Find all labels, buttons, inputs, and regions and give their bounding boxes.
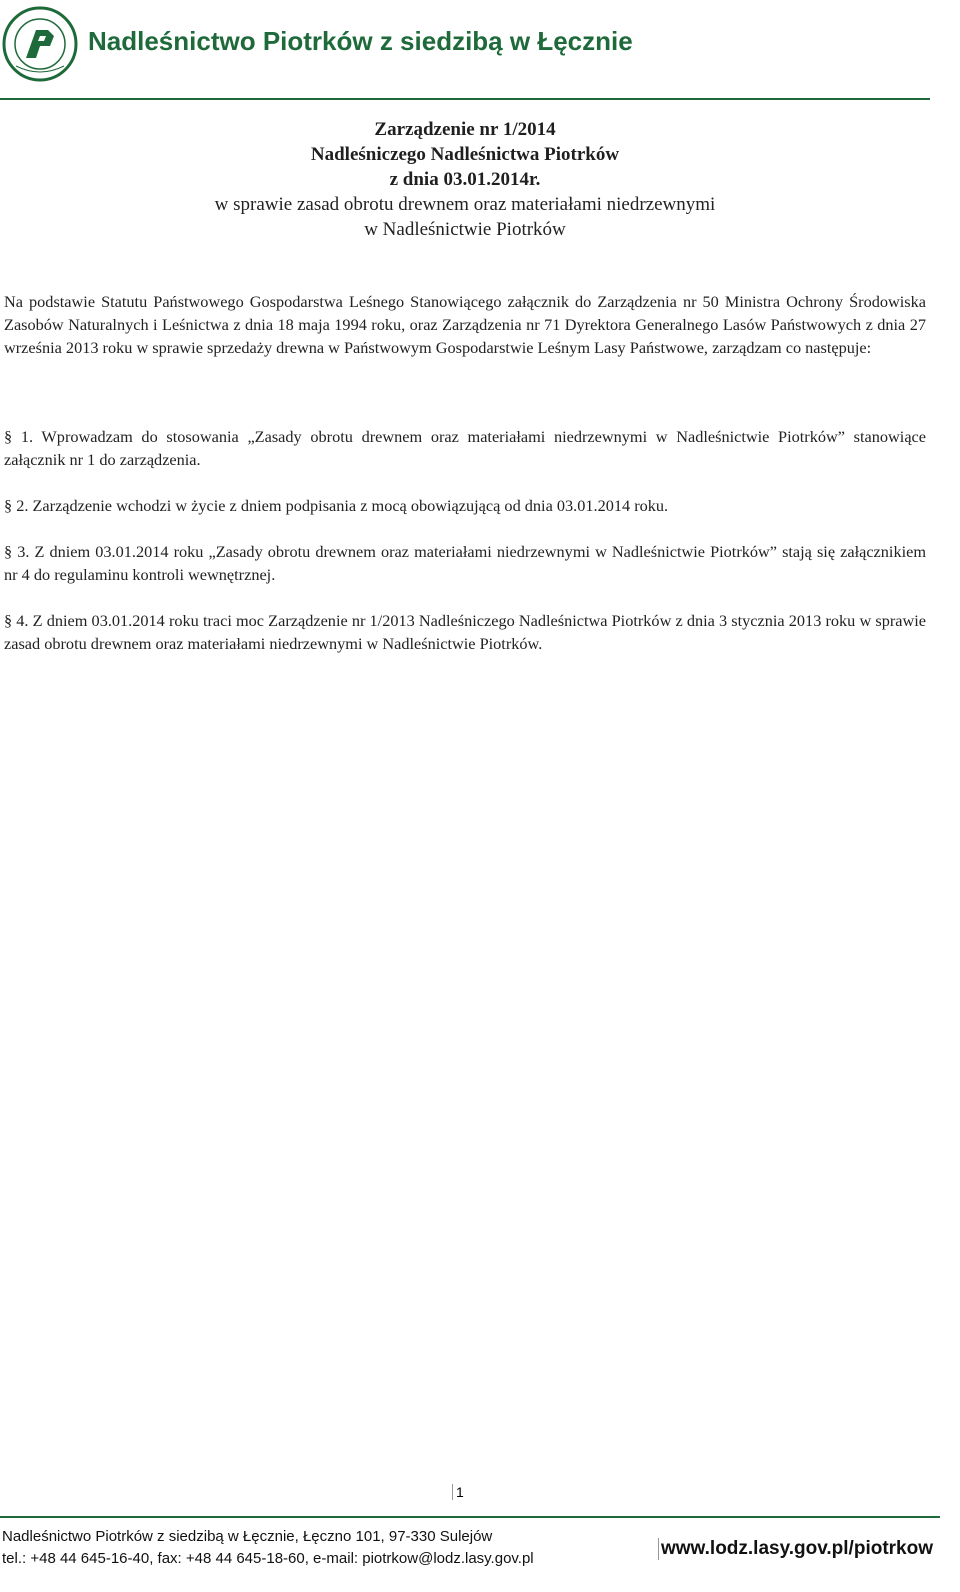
document-issuer: Nadleśniczego Nadleśnictwa Piotrków <box>310 144 620 165</box>
document-title: Zarządzenie nr 1/2014 <box>374 119 556 140</box>
footer-contact <box>2 1526 534 1570</box>
footer-address: Nadleśnictwo Piotrków z siedzibą w Łęcznie, Łęczno 101, 97-330 Sulejów <box>2 1528 493 1545</box>
document-subject-line1: w sprawie zasad obrotu drewnem oraz materiałami niedrzewnymi <box>214 194 716 215</box>
document-date: z dnia 03.01.2014r. <box>389 169 541 190</box>
document-title-block <box>0 117 930 242</box>
page-header <box>0 0 960 100</box>
lasy-panstwowe-logo <box>2 6 78 82</box>
paragraph-3: § 3. Z dniem 03.01.2014 roku „Zasady obrotu drewnem oraz materiałami niedrzewnymi w Nadleśnictwie Piotrków” stają się załącznikiem nr 4 do regulaminu kontroli wewnętrznej. <box>4 542 926 584</box>
footer-website-link[interactable]: www.lodz.lasy.gov.pl/piotrkow <box>658 1538 933 1560</box>
document-subject-line2: w Nadleśnictwie Piotrków <box>364 219 566 240</box>
footer-phone-email: tel.: +48 44 645-16-40, fax: +48 44 645-18-60, e-mail: piotrkow@lodz.lasy.gov.pl <box>2 1550 534 1567</box>
header-title: Nadleśnictwo Piotrków z siedzibą w Łęcznie <box>88 26 633 56</box>
paragraph-1: § 1. Wprowadzam do stosowania „Zasady obrotu drewnem oraz materiałami niedrzewnymi w Nadleśnictwie Piotrków” stanowiące załącznik nr 1 do zarządzenia. <box>4 427 926 469</box>
page-number: 1 <box>452 1484 464 1500</box>
footer-divider <box>0 1516 940 1518</box>
paragraph-2: § 2. Zarządzenie wchodzi w życie z dniem podpisania z mocą obowiązującą od dnia 03.01.2014 roku. <box>4 496 669 515</box>
header-divider <box>0 98 930 100</box>
intro-paragraph: Na podstawie Statutu Państwowego Gospodarstwa Leśnego Stanowiącego załącznik do Zarządzenia nr 50 Ministra Ochrony Środowiska Zasobów Naturalnych i Leśnictwa z dnia 18 maja 1994 roku, oraz Zarządzenia nr 71 Dyrektora Generalnego Lasów Państwowych z dnia 27 września 2013 roku w sprawie sprzedaży drewna w Państwowym Gospodarstwie Leśnym Lasy Państwowe, zarządzam co następuje: <box>4 292 926 357</box>
paragraph-4: § 4. Z dniem 03.01.2014 roku traci moc Zarządzenie nr 1/2013 Nadleśniczego Nadleśnictwa Piotrków z dnia 3 stycznia 2013 roku w sprawie zasad obrotu drewnem oraz materiałami niedrzewnymi w Nadleśnictwie Piotrków. <box>4 611 926 653</box>
